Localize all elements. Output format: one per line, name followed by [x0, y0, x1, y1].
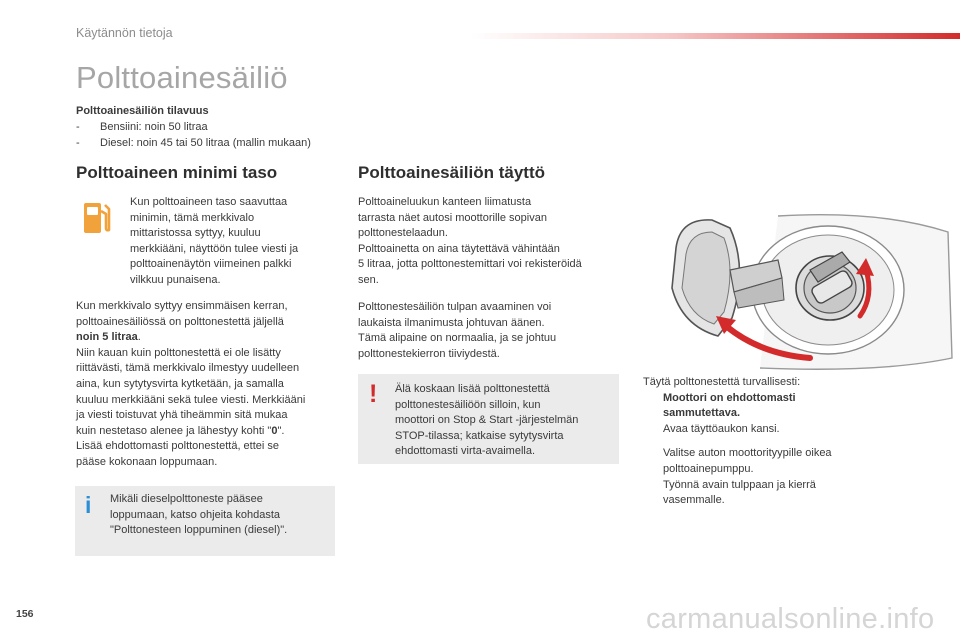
step-item: Valitse auton moottorityypille oikea polttoainepumppu. — [663, 447, 832, 475]
step-item: Moottori on ehdottomasti sammutettava. — [663, 391, 796, 420]
fuel-pump-icon — [82, 199, 112, 235]
fuel-cap-illustration — [660, 208, 960, 373]
info-box-text: Mikäli dieselpolttoneste pääsee loppumaan, katso ohjeita kohdasta "Polttonesteen loppuminen (diesel)". — [110, 493, 288, 537]
step-item: Avaa täyttöaukon kansi. — [663, 422, 780, 435]
min-level-body: Kun merkkivalo syttyy ensimmäisen kerran, polttoainesäiliössä on polttonestettä jäljellä noin 5 litraa. Niin kauan kuin polttonestettä ei ole lisätty riittävästi, tämä merkkivalo ilmestyy uudelleen aina, kun sytytysvirta kytketään, ja samalla kuuluu merkkiääni sekä tulee viesti. Merkkiääni ja viesti toistuvat yhä tiheämmin sitä mukaa kuin nestetaso alenee ja lähestyy kohti "0". Lisää ehdottomasti polttonestettä, ettei se pääse kokonaan loppumaan. — [76, 300, 306, 468]
warning-icon: ! — [369, 380, 378, 408]
page-title: Polttoainesäiliö — [76, 60, 288, 95]
tank-capacity-item: - Bensiini: noin 50 litraa — [76, 121, 208, 133]
page-number: 156 — [16, 608, 34, 620]
refuel-heading: Polttoainesäiliön täyttö — [358, 163, 546, 182]
header-rule — [470, 33, 960, 39]
safe-intro: Täytä polttonestettä turvallisesti: — [643, 376, 801, 388]
tank-capacity-heading: Polttoainesäiliön tilavuus — [76, 105, 209, 117]
tank-capacity — [76, 103, 311, 151]
section-header: Käytännön tietoja — [76, 26, 173, 40]
min-level-heading: Polttoaineen minimi taso — [76, 163, 278, 182]
warning-box-text: Älä koskaan lisää polttonestettä polttonestesäiliöön silloin, kun moottori on Stop & Start -järjestelmän STOP-tilassa; katkaise sytytysvirta ehdottomasti virta-avaimella. — [395, 383, 579, 458]
info-icon: i — [85, 492, 92, 518]
refuel-para-1: Polttoaineluukun kanteen liimatusta tarrasta näet autosi moottorille sopivan polttonestelaadun. Polttoainetta on aina täytettävä vähintään 5 litraa, jotta polttonestemittari voi rekisteröidä sen. — [358, 196, 582, 286]
step-item: Työnnä avain tulppaan ja kierrä vasemmalle. — [663, 478, 816, 507]
min-level-icon-text: Kun polttoaineen taso saavuttaa minimin, tämä merkkivalo mittaristossa syttyy, kuuluu merkkiääni, näyttöön tulee viesti ja polttoainenäytön viimeinen palkki vilkkuu punaisena. — [130, 196, 299, 286]
info-box — [75, 486, 335, 556]
refuel-para-2: Polttonestesäiliön tulpan avaaminen voi laukaista ilmanimusta johtuvan äänen. Tämä alipaine on normaalia, ja se johtuu polttonestekierron tiiviydestä. — [358, 301, 557, 360]
refuel-steps — [643, 375, 883, 509]
warning-box — [358, 374, 619, 464]
tank-capacity-item: - Diesel: noin 45 tai 50 litraa (mallin mukaan) — [76, 137, 311, 149]
watermark: carmanualsonline.info — [646, 603, 935, 635]
